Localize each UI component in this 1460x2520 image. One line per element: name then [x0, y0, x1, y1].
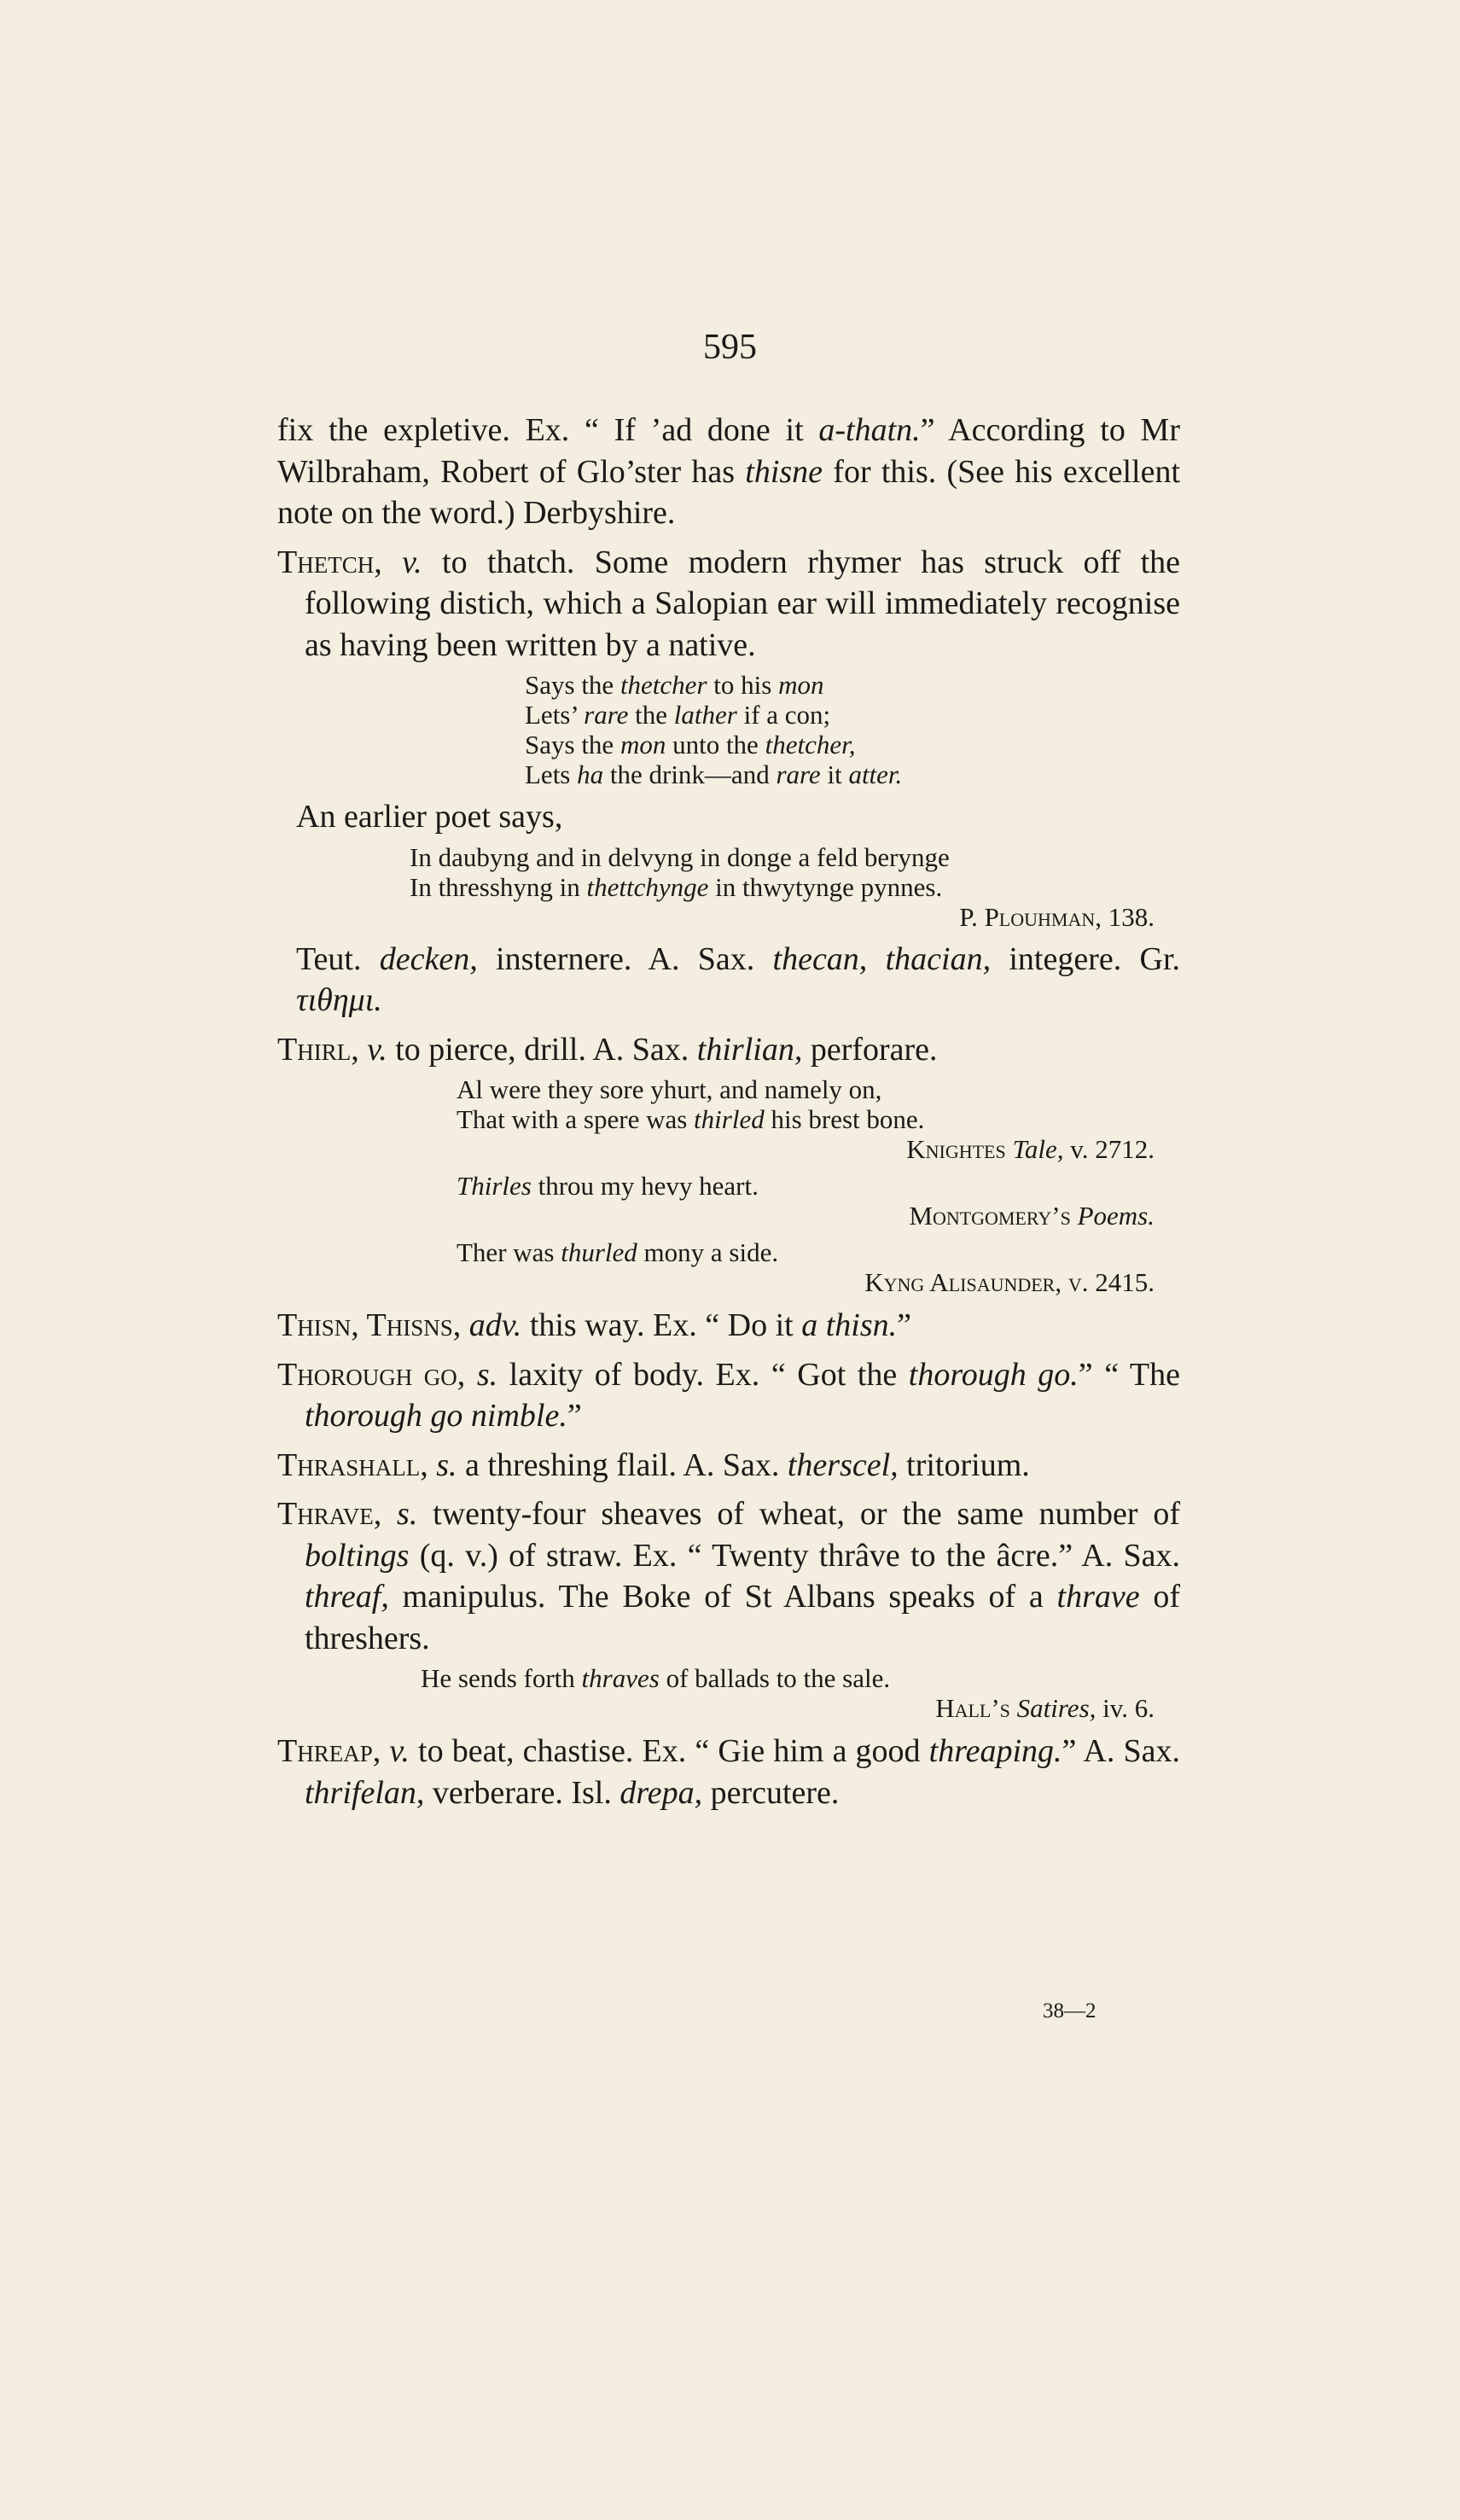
quotation-source: Knightes Tale, v. 2712.	[906, 1134, 1155, 1164]
entry-thirl: Thirl, v. to pierce, drill. A. Sax. thirlian, perforare.	[277, 1031, 938, 1068]
etymology-thetch: Teut. decken, insternere. A. Sax. thecan, thacian, integere. Gr. τιθημι.	[296, 940, 1181, 1018]
verse-quotation-plouhman	[277, 842, 1180, 932]
page-number: 595	[703, 328, 757, 367]
verse-line: Ther was thurled mony a side.	[457, 1237, 779, 1267]
quotation-hall-satires	[277, 1663, 1180, 1723]
headword: Thirl,	[277, 1031, 359, 1068]
quotation-montgomery	[277, 1171, 1180, 1231]
earlier-poet-line: An earlier poet says,	[296, 799, 563, 835]
quotation-knightes-tale	[277, 1074, 1180, 1164]
entry-thrave: Thrave, s. twenty-four sheaves of wheat, or the same number of boltings (q. v.) of straw. Ex. “ Twenty thrâve to the âcre.” A. Sax. threaf, manipulus. The Boke of St Albans speaks of a thrave of threshers.	[277, 1496, 1180, 1656]
entry-threap: Threap, v. to beat, chastise. Ex. “ Gie him a good threaping.” A. Sax. thrifelan, verberare. Isl. drepa, percutere.	[277, 1733, 1180, 1811]
verse-line: In daubyng and in delvyng in donge a feld berynge	[410, 841, 950, 872]
entry-thrashall: Thrashall, s. a threshing flail. A. Sax. therscel, tritorium.	[277, 1446, 1030, 1483]
continuation-paragraph: fix the expletive. Ex. “ If ’ad done it a-thatn.” According to Mr Wilbraham, Robert of Glo’ster has thisne for this. (See his excellent note on the word.) Derbyshire.	[277, 412, 1181, 531]
entry-thorough-go: Thorough go, s. laxity of body. Ex. “ Got the thorough go.” “ The thorough go nimble.”	[277, 1356, 1181, 1434]
headword: Thrashall,	[277, 1446, 428, 1483]
quotation-source: Montgomery’s Poems.	[909, 1201, 1155, 1231]
headword: Thisn, Thisns,	[277, 1307, 462, 1343]
body-text	[277, 410, 1180, 1813]
verse-quotation-thetcher	[277, 670, 1180, 789]
verse-line: Al were they sore yhurt, and namely on,	[457, 1074, 882, 1104]
headword: Thrave,	[277, 1496, 382, 1532]
quotation-source: Kyng Alisaunder, v. 2415.	[864, 1267, 1155, 1297]
verse-line: Thirles throu my hevy heart.	[457, 1171, 759, 1201]
quotation-alisaunder	[277, 1237, 1180, 1297]
verse-line: In thresshyng in thettchynge in thwytynge pynnes.	[410, 871, 943, 902]
verse-line: Lets’ rare the lather if a con;	[525, 700, 831, 730]
verse-line: He sends forth thraves of ballads to the sale.	[421, 1663, 891, 1693]
verse-line: Says the thetcher to his mon	[525, 670, 824, 700]
quotation-source: Hall’s Satires, iv. 6.	[935, 1693, 1155, 1723]
headword: Threap,	[277, 1733, 381, 1769]
entry-thisn: Thisn, Thisns, adv. this way. Ex. “ Do it a thisn.”	[277, 1307, 911, 1343]
verse-line: Lets ha the drink—and rare it atter.	[525, 759, 903, 789]
quotation-source: P. Plouhman, 138.	[959, 901, 1155, 932]
headword: Thetch,	[277, 544, 382, 580]
verse-line: Says the mon unto the thetcher,	[525, 730, 856, 759]
entry-thetch: Thetch, v. to thatch. Some modern rhymer has struck off the following distich, which a Salopian ear will immediately recognise as having been written by a native.	[277, 544, 1180, 663]
signature-mark: 38—2	[1043, 1999, 1096, 2022]
verse-line: That with a spere was thirled his brest bone.	[457, 1104, 925, 1134]
headword: Thorough go,	[277, 1356, 466, 1393]
